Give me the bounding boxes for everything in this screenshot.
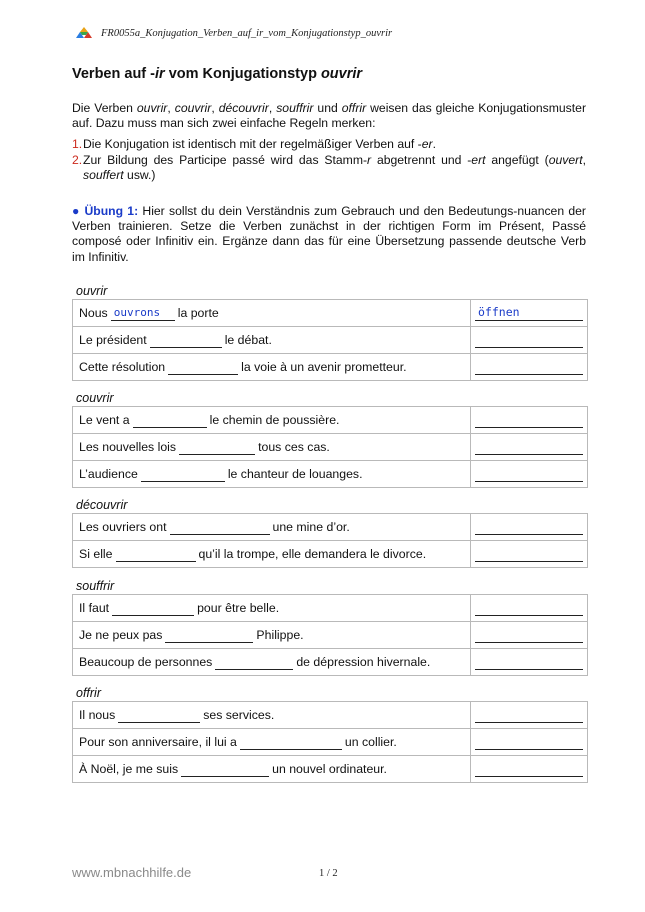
table-row: Cette résolution la voie à un avenir prometteur. [73, 353, 587, 380]
translation-blank[interactable] [475, 761, 583, 777]
page-header [76, 26, 392, 40]
exercise-table [72, 594, 588, 676]
verb-group-title: couvrir [76, 391, 114, 405]
answer-blank[interactable]: ouvrons [111, 305, 175, 321]
document-id: FR0055a_Konjugation_Verben_auf_ir_vom_Konjugationstyp_ouvrir [101, 27, 393, 39]
answer-blank[interactable] [141, 466, 225, 482]
verb-group-offrir [72, 685, 588, 783]
translation-blank[interactable] [475, 627, 583, 643]
table-row: L’audience le chanteur de louanges. [73, 460, 587, 487]
translation-blank[interactable] [475, 412, 583, 428]
table-row: Beaucoup de personnes de dépression hivernale. [73, 648, 587, 675]
page-number: 1 / 2 [319, 868, 338, 879]
answer-blank[interactable] [116, 546, 196, 562]
table-row: Les nouvelles lois tous ces cas. [73, 433, 587, 460]
translation-blank[interactable] [475, 359, 583, 375]
translation-blank[interactable] [475, 654, 583, 670]
answer-blank[interactable] [165, 627, 253, 643]
verb-group-couvrir [72, 390, 588, 488]
verb-group-decouvrir [72, 497, 588, 568]
rule-item: 1. Die Konjugation ist identisch mit der regelmäßiger Verben auf -er. [72, 137, 436, 151]
table-row: Il faut pour être belle. [73, 595, 587, 621]
table-row: Pour son anniversaire, il lui a un collier. [73, 728, 587, 755]
table-row: Nous ouvrons la porte öffnen [73, 300, 587, 326]
translation-blank[interactable] [475, 707, 583, 723]
verb-group-title: souffrir [76, 579, 115, 593]
table-row: À Noël, je me suis un nouvel ordinateur. [73, 755, 587, 782]
verb-group-title: découvrir [76, 498, 128, 512]
answer-blank[interactable] [240, 734, 342, 750]
answer-blank[interactable] [118, 707, 200, 723]
page-title: Verben auf -ir vom Konjugationstyp ouvrir [72, 66, 363, 82]
verb-group-ouvrir [72, 283, 588, 381]
exercise-table [72, 513, 588, 568]
translation-blank[interactable] [475, 332, 583, 348]
intro-paragraph: Die Verben ouvrir, couvrir, découvrir, souffrir und offrir weisen das gleiche Konjugationsmuster auf. Dazu muss man sich zwei einfache Regeln merken: [72, 101, 586, 130]
verb-group-souffrir [72, 578, 588, 676]
translation-blank[interactable] [475, 519, 583, 535]
table-row: Il nous ses services. [73, 702, 587, 728]
answer-blank[interactable] [181, 761, 269, 777]
answer-blank[interactable] [215, 654, 293, 670]
stacked-triangles-logo-icon [76, 27, 92, 39]
answer-blank[interactable] [112, 600, 194, 616]
answer-blank[interactable] [168, 359, 238, 375]
answer-blank[interactable] [150, 332, 222, 348]
exercise-label: ● Übung 1: [72, 204, 139, 218]
exercise-table [72, 701, 588, 783]
translation-blank[interactable] [475, 466, 583, 482]
exercise-table [72, 406, 588, 488]
exercise-table [72, 299, 588, 381]
table-row: Je ne peux pas Philippe. [73, 621, 587, 648]
answer-blank[interactable] [170, 519, 270, 535]
table-row: Si elle qu’il la trompe, elle demandera le divorce. [73, 540, 587, 567]
table-row: Les ouvriers ont une mine d’or. [73, 514, 587, 540]
answer-blank[interactable] [179, 439, 255, 455]
translation-blank[interactable] [475, 439, 583, 455]
translation-blank[interactable] [475, 600, 583, 616]
verb-group-title: offrir [76, 686, 101, 700]
exercise-instructions: ● Übung 1: Hier sollst du dein Verständnis zum Gebrauch und den Bedeutungs-nuancen der Verben trainieren. Setze die Verben zunächst in der richtigen Form im Présent, Passé composé oder Infinitiv ein. Ergänze dann das für eine Übersetzung passende deutsche Verb im Infinitiv. [72, 204, 586, 264]
translation-blank[interactable] [475, 734, 583, 750]
translation-blank[interactable] [475, 546, 583, 562]
rules-list [72, 137, 586, 184]
rule-item: 2. Zur Bildung des Participe passé wird das Stamm-r abgetrennt und -ert angefügt (ouvert, souffert usw.) [72, 152, 586, 182]
footer-website: www.mbnachhilfe.de [72, 865, 192, 880]
translation-blank[interactable]: öffnen [475, 305, 583, 321]
table-row: Le président le débat. [73, 326, 587, 353]
table-row: Le vent a le chemin de poussière. [73, 407, 587, 433]
verb-group-title: ouvrir [76, 284, 108, 298]
answer-blank[interactable] [133, 412, 207, 428]
